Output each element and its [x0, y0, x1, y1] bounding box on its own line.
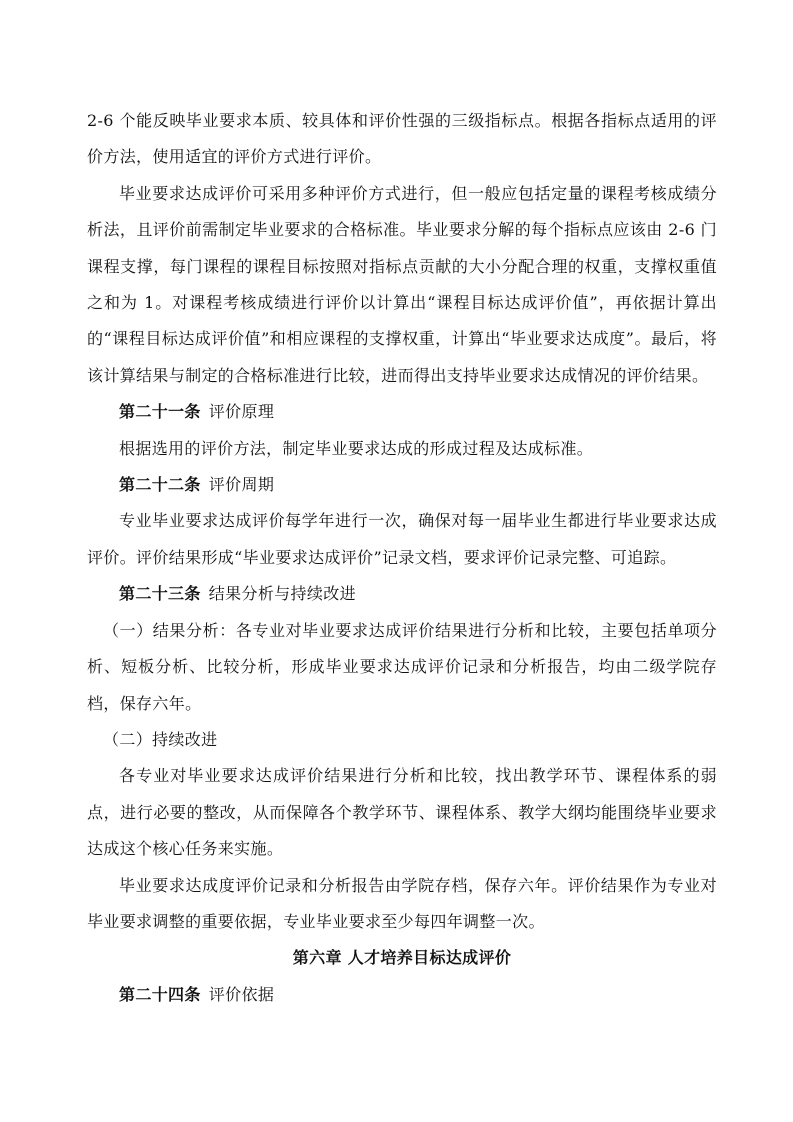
- paragraph-evaluation-cycle: 专业毕业要求达成评价每学年进行一次，确保对每一届毕业生都进行毕业要求达成评价。评价结果形成“毕业要求达成评价”记录文档，要求评价记录完整、可追踪。: [87, 511, 717, 567]
- article-title: 评价原理: [208, 402, 275, 422]
- article-number: 第二十一条: [119, 402, 201, 422]
- subheading-continuous-improvement: （二）持续改进: [103, 729, 218, 749]
- article-number: 第二十二条: [119, 475, 201, 495]
- paragraph-result-analysis: （一）结果分析：各专业对毕业要求达成评价结果进行分析和比较，主要包括单项分析、短板分析、比较分析，形成毕业要求达成评价记录和分析报告，均由二级学院存档，保存六年。: [87, 620, 717, 713]
- article-title: 评价依据: [208, 984, 275, 1004]
- paragraph-evaluation-methods: 毕业要求达成评价可采用多种评价方式进行，但一般应包括定量的课程考核成绩分析法，且评价前需制定毕业要求的合格标准。毕业要求分解的每个指标点应该由 2-6 门课程支撑，每门课程的课程目标按照对指标点贡献的大小分配合理的权重，支撑权重值之和为 1。对课程考核成绩进行评价以计算出“课程目标达成评价值”，再依据计算出的“课程目标达成评价值”和相应课程的支撑权重，计算出“毕业要求达成度”。最后，将该计算结果与制定的合格标准进行比较，进而得出支持毕业要求达成情况的评价结果。: [87, 183, 717, 385]
- paragraph-indicator-points: 2-6 个能反映毕业要求本质、较具体和评价性强的三级指标点。根据各指标点适用的评价方法，使用适宜的评价方式进行评价。: [87, 111, 717, 167]
- article-23-heading: [87, 576, 717, 612]
- article-title: 评价周期: [208, 475, 275, 495]
- article-number: 第二十三条: [119, 584, 201, 604]
- paragraph-evaluation-principle: 根据选用的评价方法，制定毕业要求达成的形成过程及达成标准。: [119, 438, 594, 458]
- article-22-heading: [87, 467, 717, 503]
- chapter-6-title: 第六章 人才培养目标达成评价: [292, 948, 512, 968]
- paragraph-archiving: 毕业要求达成度评价记录和分析报告由学院存档，保存六年。评价结果作为专业对毕业要求调整的重要依据，专业毕业要求至少每四年调整一次。: [87, 875, 717, 931]
- document-body: [87, 103, 717, 1013]
- article-24-heading: [87, 977, 717, 1013]
- article-21-heading: [87, 394, 717, 430]
- article-number: 第二十四条: [119, 984, 201, 1004]
- paragraph-improvement-details: 各专业对毕业要求达成评价结果进行分析和比较，找出教学环节、课程体系的弱点，进行必要的整改，从而保障各个教学环节、课程体系、教学大纲均能围绕毕业要求达成这个核心任务来实施。: [87, 766, 717, 859]
- article-title: 结果分析与持续改进: [208, 584, 356, 604]
